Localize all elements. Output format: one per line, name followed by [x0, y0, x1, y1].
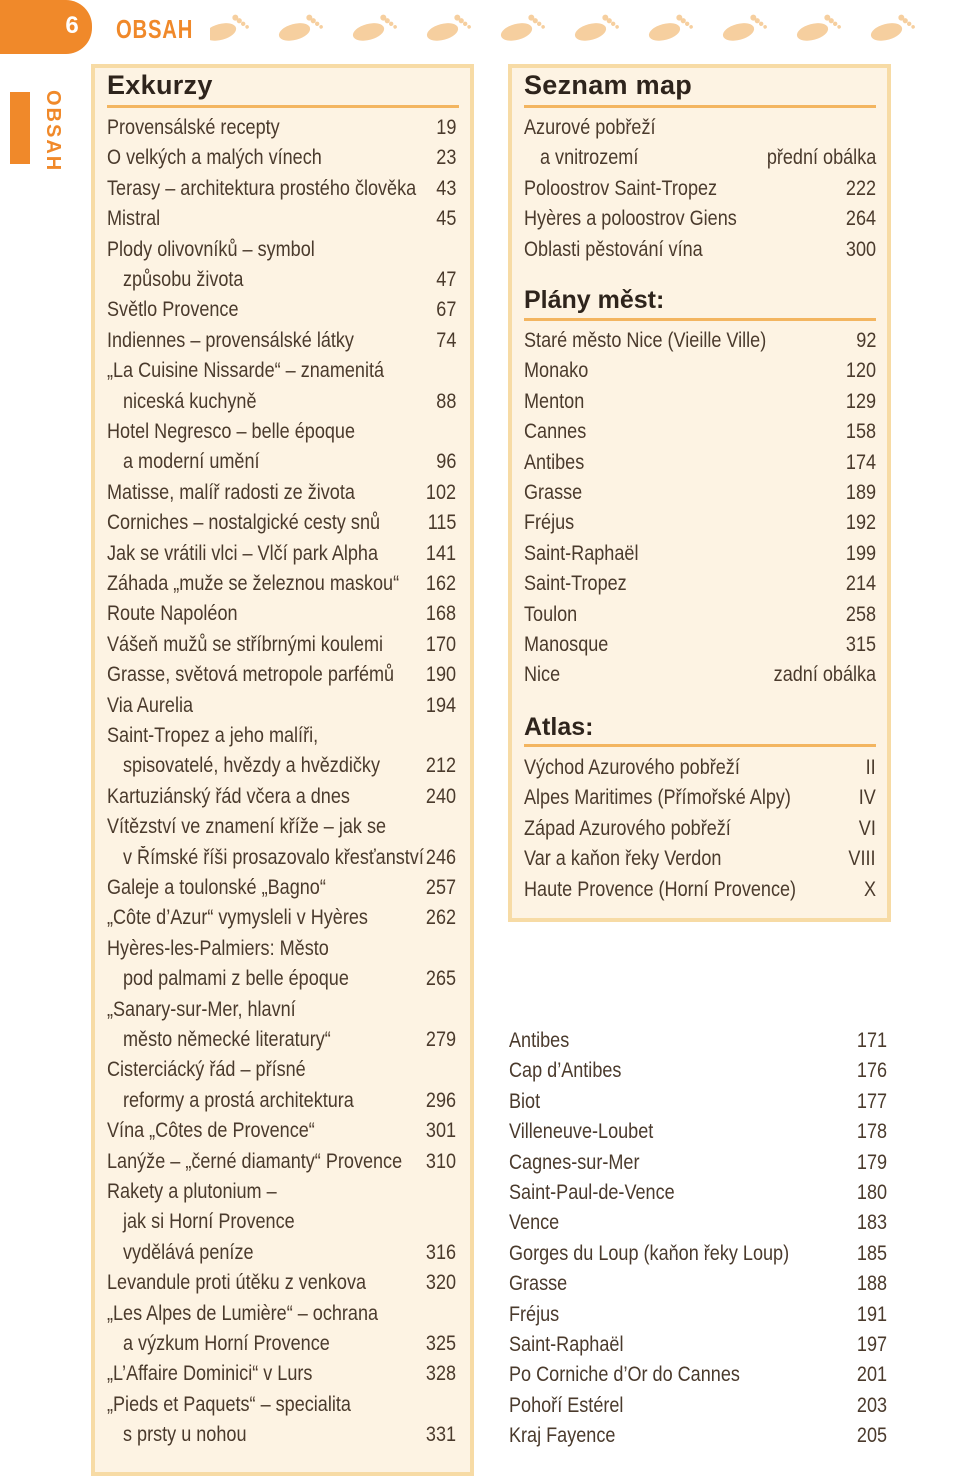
- toc-entry-label: „Pieds et Paquets“ – specialita: [107, 1392, 351, 1416]
- toc-entry: [107, 174, 456, 204]
- toc-entry-label: Cagnes-sur-Mer: [509, 1150, 640, 1174]
- toc-entry-label: Var a kaňon řeky Verdon: [524, 847, 722, 871]
- toc-entry-page: 197: [856, 1333, 887, 1356]
- toc-entry-label: Fréjus: [509, 1302, 560, 1326]
- toc-entry: [509, 1148, 887, 1178]
- toc-entry-label: a výzkum Horní Provence: [123, 1332, 330, 1355]
- toc-entry-label: Hyères a poloostrov Giens: [524, 207, 737, 231]
- toc-entry-page: 331: [425, 1423, 456, 1447]
- toc-entry: [524, 113, 876, 143]
- toc-entry-label: Monako: [524, 359, 589, 383]
- toc-entry: [107, 934, 456, 964]
- toc-entry-page: 258: [845, 602, 876, 626]
- toc-entry-page: 23: [435, 146, 456, 170]
- toc-entry: [524, 783, 876, 813]
- toc-entry: [509, 1300, 887, 1330]
- toc-entry-label: spisovatelé, hvězdy a hvězdičky: [123, 754, 380, 778]
- toc-entry-page: 192: [845, 511, 876, 535]
- toc-entry: [524, 356, 876, 386]
- toc-entry-label: Levandule proti útěku z venkova: [107, 1271, 367, 1295]
- maps-rule: [524, 105, 876, 108]
- toc-entry-page: 296: [425, 1088, 456, 1112]
- toc-entry-label: Via Aurelia: [107, 693, 194, 717]
- toc-entry-page: 262: [425, 906, 456, 930]
- toc-entry-label: jak si Horní Provence: [123, 1210, 295, 1234]
- toc-entry-label: Kartuziánský řád včera a dnes: [107, 784, 350, 808]
- footprint-icon: [868, 12, 917, 44]
- toc-entry-page: 316: [425, 1240, 456, 1264]
- toc-entry: [107, 1086, 456, 1116]
- toc-entry-page: 191: [856, 1302, 887, 1326]
- toc-entry: [107, 113, 456, 143]
- toc-entry-label: Plody olivovníků – symbol: [107, 237, 315, 261]
- toc-entry-label: Cap d’Antibes: [509, 1059, 622, 1083]
- toc-entry: [524, 174, 876, 204]
- toc-entry: [509, 1026, 887, 1056]
- toc-entry: [107, 539, 456, 569]
- toc-entry: [107, 964, 456, 994]
- toc-entry-page: 199: [845, 541, 876, 565]
- toc-entry: [524, 875, 876, 905]
- toc-entry-page: 102: [425, 480, 456, 504]
- toc-entry: [107, 1055, 456, 1085]
- footprint-icon: [794, 12, 843, 44]
- toc-entry: [107, 751, 456, 781]
- toc-entry-label: Cannes: [524, 420, 587, 444]
- toc-entry: [524, 417, 876, 447]
- toc-entry-label: Rakety a plutonium –: [107, 1180, 277, 1203]
- toc-entry: [107, 721, 456, 751]
- toc-entry: [509, 1117, 887, 1147]
- toc-entry: [107, 873, 456, 903]
- toc-entry-label: Východ Azurového pobřeží: [524, 756, 740, 779]
- toc-entry-page: 310: [425, 1149, 456, 1173]
- toc-entry-page: 188: [856, 1272, 887, 1296]
- toc-entry: [107, 1238, 456, 1268]
- toc-entry-label: Vítězství ve znamení kříže – jak se: [107, 815, 387, 839]
- toc-entry-label: niceská kuchyně: [123, 389, 257, 413]
- toc-entry-label: „Les Alpes de Lumière“ – ochrana: [107, 1301, 379, 1325]
- toc-entry-page: 320: [425, 1271, 456, 1295]
- toc-entry: [107, 782, 456, 812]
- toc-entry-page: 194: [425, 693, 456, 717]
- toc-entry: [524, 630, 876, 660]
- toc-entry-page: 178: [856, 1120, 887, 1144]
- toc-entry-label: Saint-Tropez a jeho malíři,: [107, 724, 319, 747]
- city-plans-rule: [524, 318, 876, 321]
- toc-entry: [107, 1025, 456, 1055]
- toc-entry-page: 301: [425, 1119, 456, 1143]
- toc-entry: [107, 417, 456, 447]
- toc-entry-page: 279: [425, 1028, 456, 1051]
- toc-entry-label: „L’Affaire Dominici“ v Lurs: [107, 1362, 313, 1386]
- toc-entry-page: IV: [858, 786, 876, 810]
- footprint-icon: [210, 12, 250, 44]
- toc-entry: [107, 903, 456, 933]
- side-label: OBSAH: [42, 90, 64, 173]
- toc-entry: [107, 265, 456, 295]
- toc-entry: [509, 1360, 887, 1390]
- toc-entry-label: Saint-Paul-de-Vence: [509, 1181, 675, 1204]
- toc-entry-label: Provensálské recepty: [107, 116, 280, 139]
- toc-entry-label: a moderní umění: [123, 450, 260, 474]
- toc-entry: [509, 1269, 887, 1299]
- toc-entry-page: 158: [845, 420, 876, 444]
- footprint-icon: [572, 12, 621, 44]
- toc-entry-page: 190: [425, 663, 456, 687]
- toc-entry-page: 183: [856, 1211, 887, 1235]
- toc-entry-label: Záhada „muže se železnou maskou“: [107, 572, 400, 595]
- toc-entry-page: 177: [856, 1089, 887, 1113]
- toc-entry-page: 222: [845, 176, 876, 200]
- toc-entry: [509, 1056, 887, 1086]
- toc-entry: [524, 235, 876, 265]
- page-title: OBSAH: [116, 14, 194, 44]
- toc-entry-label: Nice: [524, 663, 561, 687]
- toc-entry-page: 170: [425, 632, 456, 656]
- toc-entry-label: způsobu života: [123, 268, 244, 291]
- toc-entry-label: Hyères-les-Palmiers: Město: [107, 936, 329, 960]
- toc-entry-label: „Côte d’Azur“ vymysleli v Hyères: [107, 906, 368, 930]
- toc-entry-label: Oblasti pěstování vína: [524, 237, 703, 261]
- toc-entry-page: 300: [845, 237, 876, 261]
- toc-entry-page: 88: [435, 389, 456, 413]
- toc-entry: [107, 447, 456, 477]
- toc-entry: [509, 1330, 887, 1360]
- excursions-rule: [107, 105, 459, 108]
- toc-entry-label: Poloostrov Saint-Tropez: [524, 176, 718, 200]
- toc-entry-label: Saint-Tropez: [524, 572, 627, 596]
- toc-entry-page: X: [863, 877, 876, 901]
- footprint-icon: [424, 12, 473, 44]
- toc-entry: [509, 1239, 887, 1269]
- toc-entry: [107, 630, 456, 660]
- toc-entry-label: Grasse: [524, 481, 583, 504]
- toc-entry: [107, 1116, 456, 1146]
- toc-entry-label: Terasy – architektura prostého člověka: [107, 176, 417, 200]
- toc-entry-page: VIII: [848, 847, 876, 871]
- toc-entry-page: 96: [435, 450, 456, 474]
- footprint-icon: [646, 12, 695, 44]
- toc-entry-label: „La Cuisine Nissarde“ – znamenitá: [107, 359, 385, 383]
- toc-entry-page: 203: [856, 1393, 887, 1417]
- toc-entry-page: VI: [858, 816, 876, 840]
- toc-entry-label: Azurové pobřeží: [524, 116, 656, 139]
- toc-entry: [107, 569, 456, 599]
- toc-entry-page: 205: [856, 1424, 887, 1448]
- toc-entry-label: Menton: [524, 389, 585, 413]
- toc-entry: [524, 143, 876, 173]
- toc-entry-label: „Sanary-sur-Mer, hlavní: [107, 997, 296, 1021]
- footprints-decoration: [210, 8, 960, 48]
- toc-entry-page: 129: [845, 389, 876, 413]
- footprint-icon: [498, 12, 547, 44]
- toc-entry: [524, 539, 876, 569]
- toc-entry-page: 179: [856, 1150, 887, 1174]
- toc-entry: [107, 1147, 456, 1177]
- toc-entry-label: město německé literatury“: [123, 1028, 331, 1051]
- toc-entry-label: Grasse: [509, 1272, 568, 1296]
- toc-entry-label: Grasse, světová metropole parfémů: [107, 663, 395, 687]
- toc-entry: [524, 569, 876, 599]
- toc-entry-label: Toulon: [524, 602, 578, 626]
- toc-entry-label: Cisterciácký řád – přísné: [107, 1058, 306, 1082]
- toc-entry-label: Lanýže – „černé diamanty“ Provence: [107, 1149, 403, 1173]
- toc-entry-label: Staré město Nice (Vieille Ville): [524, 329, 767, 352]
- toc-entry: [509, 1391, 887, 1421]
- toc-entry-page: 74: [435, 328, 456, 352]
- page-number: 6: [65, 12, 79, 39]
- toc-entry-page: 141: [425, 541, 456, 565]
- toc-entry-label: Saint-Raphaël: [509, 1333, 624, 1356]
- toc-entry: [524, 753, 876, 783]
- toc-entry: [107, 995, 456, 1025]
- toc-entry: [524, 204, 876, 234]
- toc-entry-label: v Římské říši prosazovalo křesťanství: [123, 845, 424, 869]
- toc-entry-label: Gorges du Loup (kaňon řeky Loup): [509, 1241, 790, 1265]
- toc-entry-page: 325: [425, 1332, 456, 1355]
- toc-entry-page: 45: [435, 207, 456, 231]
- toc-entry: [509, 1178, 887, 1208]
- toc-entry-page: 47: [435, 268, 456, 291]
- toc-entry-page: 67: [435, 298, 456, 322]
- toc-entry: [524, 600, 876, 630]
- toc-entry-page: 174: [845, 450, 876, 474]
- maps-title: Seznam map: [524, 70, 693, 100]
- toc-entry-page: 201: [856, 1363, 887, 1387]
- toc-entry-page: 246: [425, 845, 456, 869]
- footprint-icon: [276, 12, 325, 44]
- toc-entry-page: 171: [856, 1029, 887, 1052]
- toc-entry: [107, 295, 456, 325]
- toc-entry-label: vydělává peníze: [123, 1240, 254, 1264]
- toc-entry: [107, 235, 456, 265]
- toc-entry-label: Galeje a toulonské „Bagno“: [107, 876, 326, 899]
- toc-entry-page: 240: [425, 784, 456, 808]
- toc-entry: [524, 326, 876, 356]
- toc-entry: [107, 143, 456, 173]
- toc-entry: [524, 478, 876, 508]
- toc-entry: [509, 1421, 887, 1451]
- toc-entry-page: 328: [425, 1362, 456, 1386]
- toc-entry: [107, 1329, 456, 1359]
- toc-entry: [107, 660, 456, 690]
- toc-entry-label: Vína „Côtes de Provence“: [107, 1119, 315, 1143]
- toc-entry-label: Po Corniche d’Or do Cannes: [509, 1363, 740, 1387]
- toc-entry-label: Světlo Provence: [107, 298, 239, 322]
- toc-entry-label: Villeneuve-Loubet: [509, 1120, 654, 1144]
- toc-entry: [107, 326, 456, 356]
- toc-entry-label: Hotel Negresco – belle époque: [107, 420, 356, 443]
- toc-entry-page: 19: [435, 116, 456, 139]
- toc-entry: [107, 1420, 456, 1450]
- toc-entry-label: Vence: [509, 1211, 560, 1235]
- toc-entry-page: 315: [845, 633, 876, 656]
- toc-entry-label: Matisse, malíř radosti ze života: [107, 480, 355, 504]
- toc-entry-page: 115: [427, 511, 456, 535]
- excursions-title: Exkurzy: [107, 70, 213, 100]
- toc-entry: [107, 691, 456, 721]
- toc-entry-page: 212: [425, 754, 456, 778]
- toc-entry-page: zadní obálka: [773, 663, 876, 687]
- toc-entry-label: Vášeň mužů se stříbrnými koulemi: [107, 632, 384, 656]
- toc-entry: [524, 448, 876, 478]
- toc-entry-label: pod palmami z belle époque: [123, 967, 349, 991]
- toc-entry-label: Pohoří Estérel: [509, 1393, 624, 1417]
- toc-entry-page: 264: [845, 207, 876, 231]
- toc-entry-label: Haute Provence (Horní Provence): [524, 877, 797, 901]
- toc-entry: [107, 1359, 456, 1389]
- toc-entry: [509, 1208, 887, 1238]
- toc-entry: [107, 1390, 456, 1420]
- toc-entry-label: a vnitrozemí: [540, 146, 639, 170]
- toc-entry: [524, 814, 876, 844]
- toc-entry-page: 120: [845, 359, 876, 383]
- toc-entry: [509, 1087, 887, 1117]
- toc-entry-label: reformy a prostá architektura: [123, 1088, 354, 1112]
- toc-entry-page: 162: [425, 572, 456, 595]
- toc-entry: [107, 599, 456, 629]
- toc-entry: [107, 387, 456, 417]
- toc-entry-page: 214: [845, 572, 876, 596]
- toc-entry-label: Corniches – nostalgické cesty snů: [107, 511, 381, 535]
- toc-entry-page: 189: [845, 481, 876, 504]
- toc-entry-page: II: [865, 756, 876, 779]
- side-tab: [10, 92, 30, 164]
- atlas-rule: [524, 744, 876, 747]
- toc-entry-label: Jak se vrátili vlci – Vlčí park Alpha: [107, 541, 379, 565]
- footprint-icon: [720, 12, 769, 44]
- city-plans-title: Plány měst:: [524, 286, 665, 314]
- toc-entry-label: Západ Azurového pobřeží: [524, 816, 731, 840]
- toc-entry-label: Biot: [509, 1089, 541, 1113]
- toc-entry-page: 185: [856, 1241, 887, 1265]
- toc-entry-page: přední obálka: [766, 146, 876, 170]
- toc-entry-page: 257: [425, 876, 456, 899]
- toc-entry-label: Route Napoléon: [107, 602, 238, 626]
- toc-entry-label: Manosque: [524, 633, 609, 656]
- toc-entry: [107, 204, 456, 234]
- toc-entry-label: Fréjus: [524, 511, 575, 535]
- toc-entry: [107, 356, 456, 386]
- toc-entry: [524, 508, 876, 538]
- toc-entry-label: O velkých a malých vínech: [107, 146, 322, 170]
- toc-entry-label: s prsty u nohou: [123, 1423, 247, 1447]
- toc-entry: [524, 387, 876, 417]
- toc-entry-label: Antibes: [524, 450, 585, 474]
- toc-entry: [107, 843, 456, 873]
- toc-entry-page: 43: [435, 176, 456, 200]
- toc-entry: [107, 812, 456, 842]
- toc-entry: [107, 508, 456, 538]
- toc-entry: [107, 1207, 456, 1237]
- toc-entry-label: Alpes Maritimes (Přímořské Alpy): [524, 786, 791, 810]
- toc-entry: [107, 1299, 456, 1329]
- toc-entry: [107, 1268, 456, 1298]
- toc-entry: [107, 1177, 456, 1207]
- toc-entry-label: Saint-Raphaël: [524, 541, 639, 565]
- toc-entry-page: 92: [855, 329, 876, 352]
- toc-entry-page: 265: [425, 967, 456, 991]
- toc-entry: [107, 478, 456, 508]
- toc-entry: [524, 844, 876, 874]
- toc-entry-label: Mistral: [107, 207, 161, 231]
- footprint-icon: [350, 12, 399, 44]
- atlas-title: Atlas:: [524, 713, 594, 741]
- toc-entry: [524, 660, 876, 690]
- toc-entry-label: Kraj Fayence: [509, 1424, 616, 1448]
- toc-entry-label: Indiennes – provensálské látky: [107, 328, 354, 352]
- toc-entry-label: Antibes: [509, 1029, 570, 1052]
- toc-entry-page: 180: [856, 1181, 887, 1204]
- toc-entry-page: 176: [856, 1059, 887, 1083]
- toc-entry-page: 168: [425, 602, 456, 626]
